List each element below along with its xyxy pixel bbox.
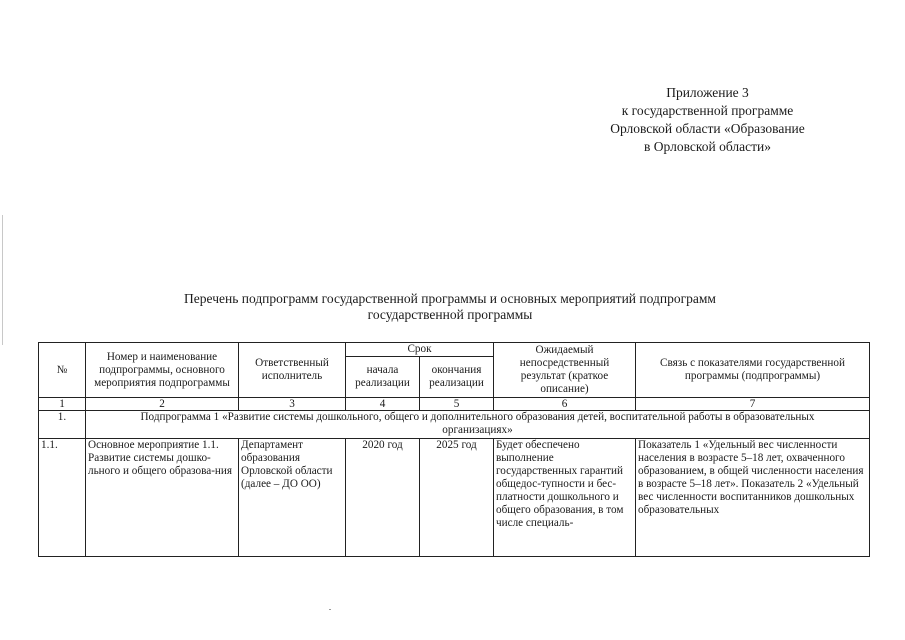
subprogram-row <box>39 411 870 439</box>
header-executor: Ответственный исполнитель <box>239 343 346 398</box>
column-numbers-row <box>39 398 870 411</box>
column-number: 2 <box>86 398 239 411</box>
column-number: 6 <box>494 398 636 411</box>
header-start: начала реализации <box>346 357 420 398</box>
header-result: Ожидаемый непосредственный результат (краткое описание) <box>494 343 636 398</box>
row-num: 1.1. <box>39 439 86 557</box>
appendix-line-3: Орловской области «Образование <box>610 121 805 136</box>
header-end: окончания реализации <box>420 357 494 398</box>
appendix-line-2: к государственной программе <box>621 103 794 118</box>
column-number: 7 <box>636 398 870 411</box>
column-number: 5 <box>420 398 494 411</box>
row-end: 2025 год <box>420 439 494 557</box>
column-number: 4 <box>346 398 420 411</box>
row-executor: Департамент образования Орловской области (далее – ДО ОО) <box>239 439 346 557</box>
header-row-1 <box>39 343 870 357</box>
subprogram-num: 1. <box>39 411 86 439</box>
appendix-header <box>560 84 855 156</box>
header-term: Срок <box>346 343 494 357</box>
appendix-line-1: Приложение 3 <box>666 85 749 100</box>
header-link: Связь с показателями государственной программы (подпрограммы) <box>636 343 870 398</box>
subprograms-table <box>38 342 870 557</box>
row-result: Будет обеспечено выполнение государственных гарантий общедос-тупности и бес-платности дошкольного и общего образования, в том числе специаль- <box>494 439 636 557</box>
column-number: 1 <box>39 398 86 411</box>
row-link: Показатель 1 «Удельный вес численности населения в возрасте 5–18 лет, охваченного образованием, в общей численности населения в возрасте 5–18 лет». Показатель 2 «Удельный вес численности воспитанников дошкольных образовательных <box>636 439 870 557</box>
scan-speck <box>329 609 331 610</box>
appendix-line-4: в Орловской области» <box>644 139 771 154</box>
row-name: Основное мероприятие 1.1. Развитие системы дошко-льного и общего образова-ния <box>86 439 239 557</box>
document-title-line-1: Перечень подпрограмм государственной программы и основных мероприятий подпрограмм <box>184 291 716 306</box>
table-row <box>39 439 870 557</box>
subprogram-title: Подпрограмма 1 «Развитие системы дошкольного, общего и дополнительного образования детей, воспитательной работы в образовательных организациях» <box>86 411 870 439</box>
header-num: № <box>39 343 86 398</box>
column-number: 3 <box>239 398 346 411</box>
scan-edge-mark <box>2 215 3 345</box>
header-name: Номер и наименование подпрограммы, основного мероприятия подпрограммы <box>86 343 239 398</box>
document-title <box>110 291 790 323</box>
document-title-line-2: государственной программы <box>367 307 533 322</box>
row-start: 2020 год <box>346 439 420 557</box>
